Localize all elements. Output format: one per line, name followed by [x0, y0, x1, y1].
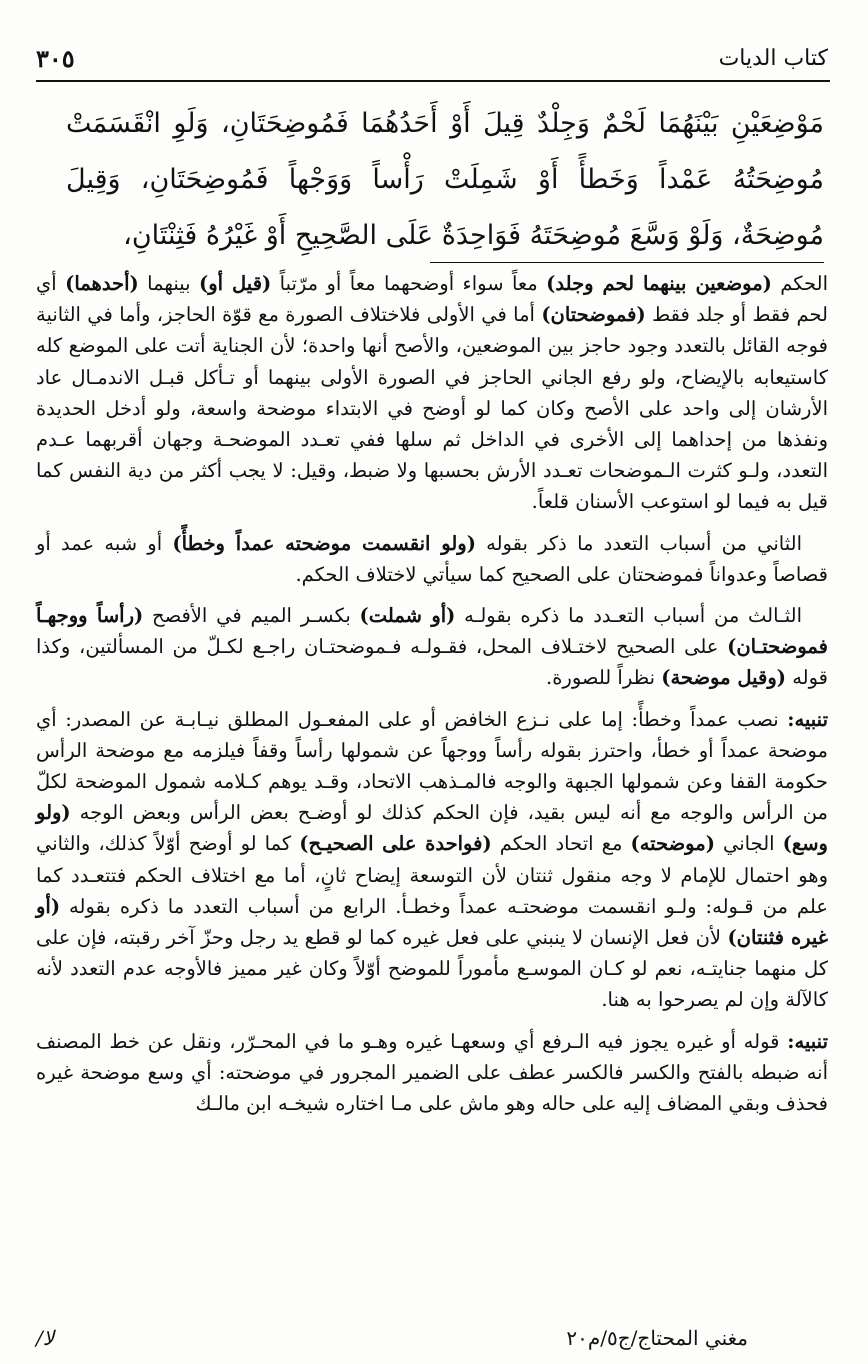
- main-text: مَوْضِعَيْنِ بَيْنَهُمَا لَحْمٌ وَجِلْدٌ قِيلَ أَوْ أَحَدُهُمَا فَمُوضِحَتَانِ، وَلَوِ انْقَسَمَتْ مُوضِحَتُهُ عَمْداً وَخَطأً أَوْ شَمِلَتْ رَأْساً وَوَجْهاً فَمُوضِحَتَانِ، وَقِيلَ مُوضِحَةٌ، وَلَوْ وَسَّعَ مُوضِحَتَهُ فَوَاحِدَةٌ عَلَى الصَّحِيحِ أَوْ غَيْرُهُ فَثِنْتَانِ،: [66, 108, 824, 251]
- page-number: ٣٠٥: [36, 43, 75, 73]
- commentary-paragraph-4: [36, 704, 828, 1016]
- running-title: كتاب الديات: [718, 45, 828, 71]
- note-label: تنبيه:: [787, 707, 828, 731]
- text-run: لأن فعل الإنسان لا ينبني على فعل غيره كما لو قطع يد رجل وحزّ آخر رقبته، فإن على كل منهما جنايتـه، نعم لو كـان الموسـع مأموراً للموضح أوّلاً وكان غير مميز فالأوجه عدم التعدد لأنه كالآلة وإن لم يصرحوا به هنا.: [36, 926, 828, 1012]
- text-run: مع اتحاد الحكم: [491, 832, 631, 856]
- quoted-matn: (أو غيره فثنتان): [36, 894, 828, 950]
- text-run: الثـالث من أسباب التعـدد ما ذكره بقولـه: [455, 604, 803, 628]
- quoted-matn: (ولو وسع): [36, 801, 828, 856]
- note-label: تنبيه:: [787, 1029, 828, 1053]
- text-run: بينهما: [138, 272, 199, 295]
- commentary-paragraph-2: [36, 528, 828, 590]
- catchword-mark: ﻻ/: [36, 1326, 55, 1350]
- page-footer: [36, 1320, 748, 1356]
- commentary-paragraph-3: [36, 600, 828, 694]
- text-run: كما لو أوضح أوّلاً كذلك، والثاني وهو احتمال للإمام لا وجه منقول ثنتان لأن التوسعة إيضاح ثانٍ، أما مع اختلاف الحكم فتتعـدد كما علم من قـوله: ولـو انقسمت موضحتـه عمداً وخطـأ. الرابع من أسباب التعدد ما ذكره بقوله: [36, 832, 828, 918]
- quoted-matn: (قيل أو): [198, 272, 272, 295]
- quoted-matn: (أحدهما): [65, 272, 139, 295]
- quoted-matn: (فواحدة على الصحيـح): [299, 832, 492, 856]
- header-rule: [36, 80, 830, 82]
- text-run: على الصحيح لاختـلاف المحل، فقـولـه فـموضحتـان راجـع لكـلّ من المسألتين، وكذا قوله: [36, 635, 828, 690]
- text-run: قوله أو غيره يجوز فيه الـرفع أي وسعهـا غيره وهـو ما في المحـرّر، ونقل عن خط المصنف أنه ضبطه بالفتح والكسر فالكسر عطف على الضمير المجرور في موضحته: أي وسع موضحة غيره فحذف وبقي المضاف إليه على حاله وهو ماش على مـا اختاره شيخـه ابن مالـك: [36, 1029, 828, 1116]
- text-run: نصب عمداً وخطأً: إما على نـزع الخافض أو على المفعـول المطلق نيـابـة عن المصدر: أي موضحة عمداً أو خطأ، واحترز بقوله رأساً ووجهاً عن شمولها رأساً وقفاً فيلزمه مع موضحة الرأس حكومة القفا وعن شمولها الجبهة والوجه فالمـذهب الاتحاد، وقـد يوهم كـلامه شمول الموضحة لكلّ من الرأس والوجه مع أنه ليس بقيد، فإن الحكم كذلك لو أوضـح بعض الرأس وبعض الوجه: [36, 707, 828, 825]
- text-run: أما في الأولى فلاختلاف الصورة مع قوّة الحاجز، وأما في الثانية فوجه القائل بالتعدد وجود حاجز بين الموضعين، والأصح أنها واحدة؛ لأن الجناية أتت على الموضع كله كاستيعابه بالإيضاح، ولو رفع الجاني الحاجز في الصورة الأولى بينهما أو تـأكل قبـل الاندمـال عاد الأرشان إلى واحد على الأصح وكان كما لو أوضح في الابتداء موضحة واسعة، ولو أدخل الحديدة ونفذها من إحداهما إلى الأخرى في الداخل ثم سلها ففي تعـدد الموضحـة وجهان أقربهما عـدم التعدد، ولـو كثرت الـموضحات تعـدد الأرش بحسبها ولا ضبط، وقيل: لا يجب أكثر من دية النفس كما قيل به فيما لو استوعب الأسنان قلعاً.: [36, 303, 828, 514]
- quoted-matn: (ولو انقسمت موضحته عمداً وخطأً): [172, 531, 476, 555]
- text-run: الحكم: [771, 272, 828, 295]
- text-run: أي لحم فقط أو جلد فقط: [36, 272, 828, 327]
- page-header: [36, 40, 828, 76]
- text-run: نظراً للصورة.: [546, 666, 662, 690]
- text-run: معاً سواء أوضحهما معاً أو مرّتباً: [271, 272, 547, 295]
- quoted-matn: (موضحته): [630, 832, 715, 856]
- quoted-matn: (وقيل موضحة): [661, 666, 786, 690]
- text-run: بكسـر الميم في الأفصح: [143, 604, 360, 628]
- quoted-matn: (أو شملت): [359, 604, 456, 628]
- quoted-matn: (فموضحتان): [541, 303, 646, 327]
- commentary-paragraph-5: [36, 1026, 828, 1120]
- signature-mark: مغني المحتاج/ج٥/م٢٠: [566, 1326, 748, 1350]
- commentary-paragraph-1: [36, 268, 828, 518]
- text-run: الثاني من أسباب التعدد ما ذكر بقوله: [475, 531, 802, 555]
- commentary: [36, 268, 828, 1129]
- separator-rule: [430, 262, 824, 263]
- quoted-matn: (موضعين بينهما لحم وجلد): [546, 272, 772, 295]
- text-run: الجاني: [714, 832, 783, 856]
- quoted-matn: (رأساً ووجهـاً فموضحتـان): [36, 604, 828, 659]
- text-run: أو شبه عمد أو قصاصاً وعدواناً فموضحتان على الصحيح كما سيأتي لاختلاف الحكم.: [36, 531, 828, 586]
